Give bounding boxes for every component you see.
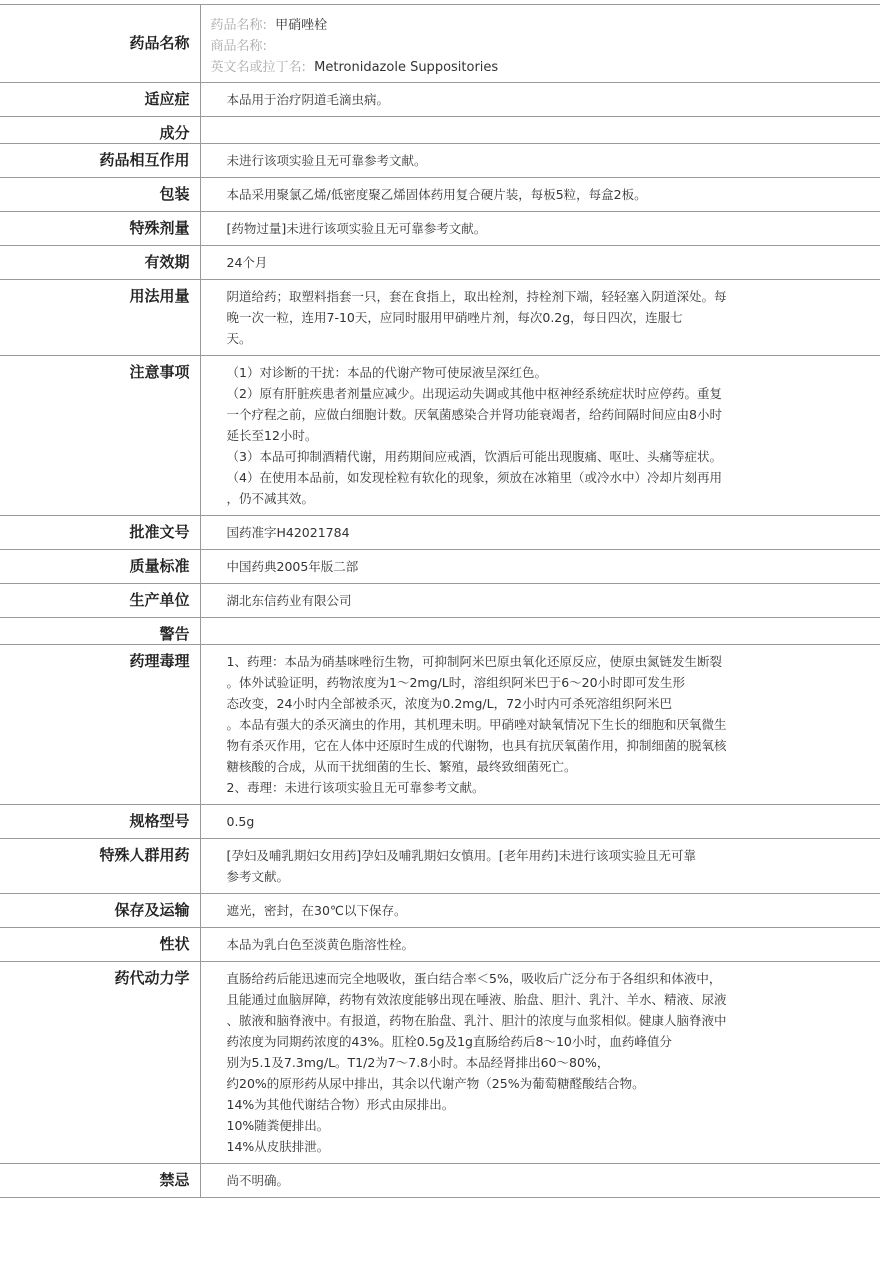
value-line: 中国药典2005年版二部 <box>226 559 359 574</box>
value-line: （1）对诊断的干扰：本品的代谢产物可使尿液呈深红色。 <box>226 365 547 380</box>
row-value <box>200 839 880 894</box>
value-line: 一个疗程之前，应做白细胞计数。厌氧菌感染合并肾功能衰竭者，给药间隔时间应由8小时 <box>226 407 722 422</box>
value-line: 10%随粪便排出。 <box>226 1118 330 1133</box>
info-row <box>0 178 880 212</box>
row-label: 质量标准 <box>0 550 200 584</box>
info-row <box>0 618 880 645</box>
generic-name-label: 药品名称: <box>210 18 267 33</box>
row-label: 药代动力学 <box>0 962 200 1164</box>
row-label: 批准文号 <box>0 516 200 550</box>
info-row <box>0 584 880 618</box>
value-line: 别为5.1及7.3mg/L。T1/2为7～7.8小时。本品经肾排出60～80%， <box>226 1055 610 1070</box>
info-row <box>0 1164 880 1198</box>
row-label: 用法用量 <box>0 280 200 356</box>
value-line: 0.5g <box>226 814 255 829</box>
info-row <box>0 962 880 1164</box>
value-line: 约20%的原形药从尿中排出，其余以代谢产物（25%为葡萄糖醛酸结合物。 <box>226 1076 645 1091</box>
info-row <box>0 83 880 117</box>
value-line: 尚不明确。 <box>226 1173 290 1188</box>
row-value <box>200 805 880 839</box>
value-line: 态改变，24小时内全部被杀灭，浓度为0.2mg/L，72小时内可杀死溶组织阿米巴 <box>226 696 672 711</box>
row-value <box>200 280 880 356</box>
info-row <box>0 839 880 894</box>
row-value <box>200 144 880 178</box>
row-value <box>200 212 880 246</box>
row-label: 性状 <box>0 928 200 962</box>
value-line: 本品用于治疗阴道毛滴虫病。 <box>226 92 390 107</box>
value-line: 天。 <box>226 331 252 346</box>
value-line: 14%为其他代谢结合物）形式由尿排出。 <box>226 1097 455 1112</box>
generic-name-line <box>211 15 861 36</box>
row-label: 药理毒理 <box>0 645 200 805</box>
row-label: 保存及运输 <box>0 894 200 928</box>
row-value <box>200 1164 880 1198</box>
row-label: 注意事项 <box>0 356 200 516</box>
info-row <box>0 280 880 356</box>
value-line: ，仍不减其效。 <box>226 491 315 506</box>
row-label: 成分 <box>0 117 200 144</box>
row-value <box>200 117 880 144</box>
row-label: 包装 <box>0 178 200 212</box>
row-value <box>200 894 880 928</box>
row-label: 特殊剂量 <box>0 212 200 246</box>
row-value <box>200 178 880 212</box>
value-line: 药浓度为同期药浓度的43%。肛栓0.5g及1g直肠给药后8～10小时，血药峰值分 <box>226 1034 672 1049</box>
info-row <box>0 805 880 839</box>
trade-name-label: 商品名称: <box>210 39 267 54</box>
english-name-label: 英文名或拉丁名: <box>210 60 306 75</box>
english-name-line <box>211 57 861 78</box>
value-line: 国药准字H42021784 <box>226 525 350 540</box>
value-line: 。本品有强大的杀灭滴虫的作用，其机理未明。甲硝唑对缺氧情况下生长的细胞和厌氧微生 <box>226 717 727 732</box>
value-line: 1、药理：本品为硝基咪唑衍生物，可抑制阿米巴原虫氧化还原反应，使原虫氮链发生断裂 <box>226 654 722 669</box>
value-line: 。体外试验证明，药物浓度为1～2mg/L时，溶组织阿米巴于6～20小时即可发生形 <box>226 675 686 690</box>
info-row <box>0 894 880 928</box>
row-value <box>200 645 880 805</box>
value-line: 本品为乳白色至淡黄色脂溶性栓。 <box>226 937 415 952</box>
value-line: 湖北东信药业有限公司 <box>226 593 352 608</box>
value-line: 14%从皮肤排泄。 <box>226 1139 330 1154</box>
value-line: [孕妇及哺乳期妇女用药]孕妇及哺乳期妇女慎用。[老年用药]未进行该项实验且无可靠 <box>226 848 697 863</box>
row-label: 禁忌 <box>0 1164 200 1198</box>
value-line: 糖核酸的合成，从而干扰细菌的生长、繁殖，最终致细菌死亡。 <box>226 759 577 774</box>
value-line: 参考文献。 <box>226 869 290 884</box>
value-line: 遮光，密封，在30℃以下保存。 <box>226 903 407 918</box>
value-line: 2、毒理：未进行该项实验且无可靠参考文献。 <box>226 780 485 795</box>
row-label: 警告 <box>0 618 200 645</box>
row-value <box>200 356 880 516</box>
row-drug-name <box>0 5 880 83</box>
value-line: 且能通过血脑屏障，药物有效浓度能够出现在唾液、胎盘、胆汁、乳汁、羊水、精液、尿液 <box>226 992 727 1007</box>
value-line: （3）本品可抑制酒精代谢，用药期间应戒酒，饮酒后可能出现腹痛、呕吐、头痛等症状。 <box>226 449 722 464</box>
row-label: 药品相互作用 <box>0 144 200 178</box>
trade-name-line <box>211 36 861 57</box>
info-row <box>0 645 880 805</box>
value-line: 、脓液和脑脊液中。有报道，药物在胎盘、乳汁、胆汁的浓度与血浆相似。健康人脑脊液中 <box>226 1013 727 1028</box>
row-value <box>200 962 880 1164</box>
row-label: 特殊人群用药 <box>0 839 200 894</box>
value-line: 阴道给药；取塑料指套一只，套在食指上，取出栓剂，持栓剂下端，轻轻塞入阴道深处。每 <box>226 289 727 304</box>
english-name-value: Metronidazole Suppositories <box>314 60 499 75</box>
value-line: 物有杀灭作用，它在人体中还原时生成的代谢物，也具有抗厌氧菌作用，抑制细菌的脱氧核 <box>226 738 727 753</box>
info-row <box>0 117 880 144</box>
info-row <box>0 550 880 584</box>
row-value <box>200 928 880 962</box>
row-value <box>200 246 880 280</box>
value-line: 晚一次一粒，连用7-10天，应同时服用甲硝唑片剂，每次0.2g，每日四次，连服七 <box>226 310 683 325</box>
drug-info-table <box>0 4 880 1198</box>
value-line: 未进行该项实验且无可靠参考文献。 <box>226 153 427 168</box>
value-line: 本品采用聚氯乙烯/低密度聚乙烯固体药用复合硬片装，每板5粒，每盒2板。 <box>226 187 647 202</box>
value-line: （2）原有肝脏疾患者剂量应减少。出现运动失调或其他中枢神经系统症状时应停药。重复 <box>226 386 722 401</box>
info-row <box>0 516 880 550</box>
row-label: 适应症 <box>0 83 200 117</box>
value-line: （4）在使用本品前，如发现栓粒有软化的现象，须放在冰箱里（或冷水中）冷却片刻再用 <box>226 470 722 485</box>
row-label: 生产单位 <box>0 584 200 618</box>
row-label: 药品名称 <box>0 5 200 83</box>
value-line: [药物过量]未进行该项实验且无可靠参考文献。 <box>226 221 487 236</box>
info-row <box>0 928 880 962</box>
row-value <box>200 83 880 117</box>
row-label: 有效期 <box>0 246 200 280</box>
row-value <box>200 516 880 550</box>
info-row <box>0 212 880 246</box>
info-row <box>0 246 880 280</box>
row-value <box>200 550 880 584</box>
info-row <box>0 356 880 516</box>
row-value <box>200 618 880 645</box>
value-line: 直肠给药后能迅速而完全地吸收，蛋白结合率＜5%，吸收后广泛分布于各组织和体液中， <box>226 971 722 986</box>
drug-name-fields <box>200 5 880 83</box>
row-label: 规格型号 <box>0 805 200 839</box>
value-line: 24个月 <box>226 255 268 270</box>
row-value <box>200 584 880 618</box>
info-row <box>0 144 880 178</box>
generic-name-value: 甲硝唑栓 <box>275 18 328 33</box>
value-line: 延长至12小时。 <box>226 428 318 443</box>
